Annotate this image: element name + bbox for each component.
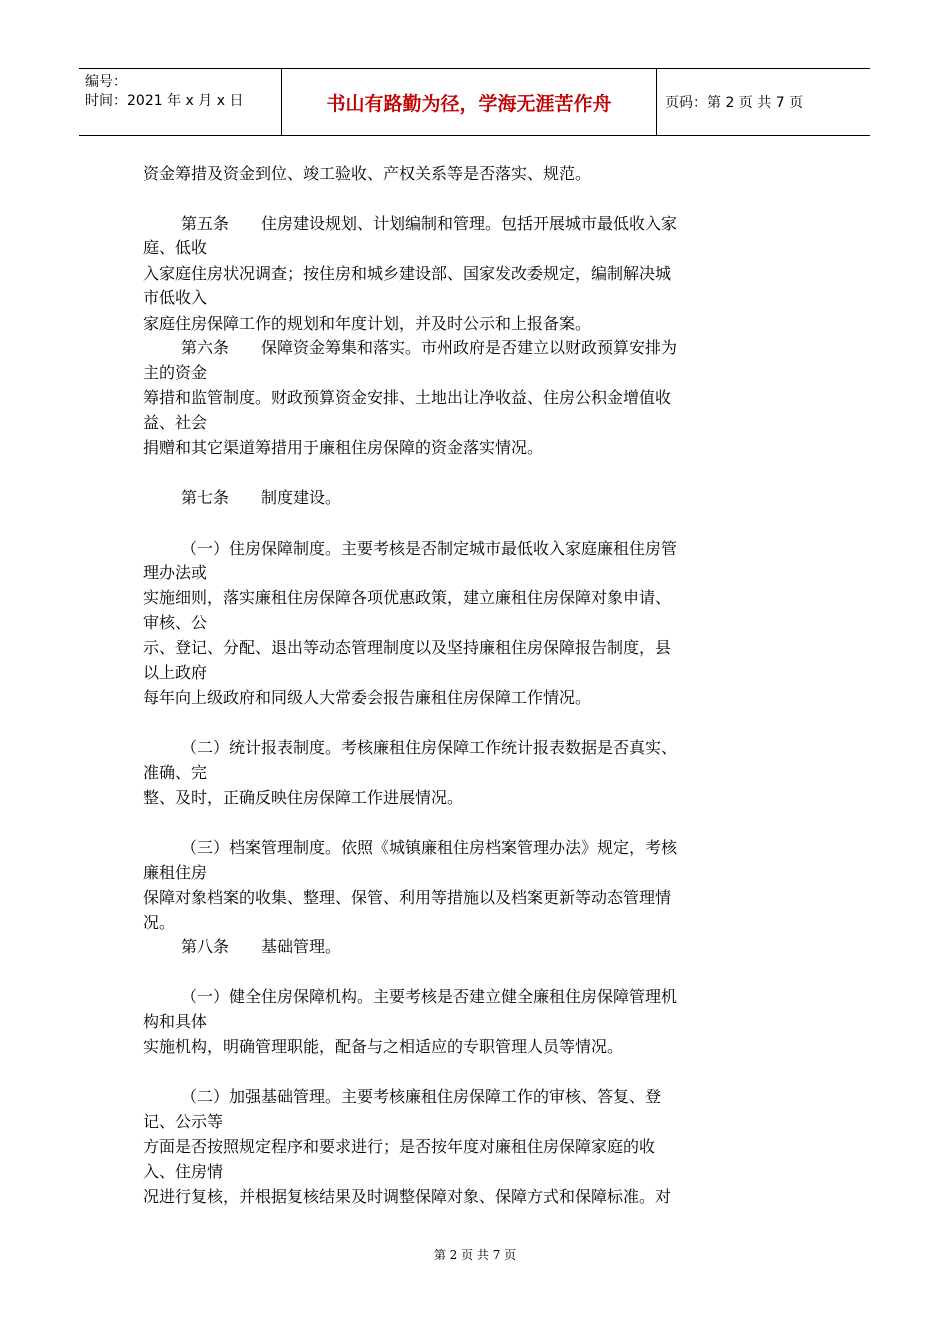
document-time-label: 时间：2021 年 x 月 x 日 — [85, 93, 244, 109]
body-line: 方面是否按照规定程序和要求进行；是否按年度对廉租住房保障家庭的收 — [143, 1137, 656, 1156]
body-line: 第八条 基础管理。 — [181, 937, 342, 956]
body-line: 况进行复核，并根据复核结果及时调整保障对象、保障方式和保障标准。对 — [143, 1187, 672, 1206]
body-line: （三）档案管理制度。依照《城镇廉租住房档案管理办法》规定，考核 — [181, 838, 678, 857]
body-line: 主的资金 — [143, 363, 208, 382]
body-line: 第六条 保障资金筹集和落实。市州政府是否建立以财政预算安排为 — [181, 338, 678, 357]
body-line: 第七条 制度建设。 — [181, 488, 342, 507]
body-line: （一）住房保障制度。主要考核是否制定城市最低收入家庭廉租住房管 — [181, 539, 678, 558]
body-line: 整、及时，正确反映住房保障工作进展情况。 — [143, 788, 464, 807]
body-line: （二）加强基础管理。主要考核廉租住房保障工作的审核、答复、登 — [181, 1087, 662, 1106]
body-line: 实施细则，落实廉租住房保障各项优惠政策，建立廉租住房保障对象申请、 — [143, 588, 672, 607]
page-footer: 第 2 页 共 7 页 — [433, 1248, 517, 1262]
body-line: 资金筹措及资金到位、竣工验收、产权关系等是否落实、规范。 — [143, 164, 592, 183]
body-line: 筹措和监管制度。财政预算资金安排、土地出让净收益、住房公积金增值收 — [143, 388, 672, 407]
body-line: 构和具体 — [143, 1012, 208, 1031]
body-line: 益、社会 — [143, 413, 208, 432]
document-number-label: 编号： — [85, 74, 127, 90]
body-line: 实施机构，明确管理职能，配备与之相适应的专职管理人员等情况。 — [143, 1037, 624, 1056]
body-line: 庭、低收 — [143, 238, 208, 257]
body-line: 每年向上级政府和同级人大常委会报告廉租住房保障工作情况。 — [143, 688, 592, 707]
body-line: 家庭住房保障工作的规划和年度计划，并及时公示和上报备案。 — [143, 314, 592, 333]
body-line: 示、登记、分配、退出等动态管理制度以及坚持廉租住房保障报告制度，县 — [143, 638, 672, 657]
body-line: 审核、公 — [143, 613, 208, 632]
body-line: （二）统计报表制度。考核廉租住房保障工作统计报表数据是否真实、 — [181, 738, 678, 757]
body-line: 捐赠和其它渠道筹措用于廉租住房保障的资金落实情况。 — [143, 438, 544, 457]
body-line: 理办法或 — [143, 563, 208, 582]
body-line: 市低收入 — [143, 288, 208, 307]
header-page-info: 页码：第 2 页 共 7 页 — [665, 95, 804, 111]
body-line: 以上政府 — [143, 663, 208, 682]
header-table — [79, 68, 870, 136]
body-line: 第五条 住房建设规划、计划编制和管理。包括开展城市最低收入家 — [181, 214, 678, 233]
body-line: 准确、完 — [143, 763, 208, 782]
body-line: 况。 — [143, 913, 176, 932]
body-line: 入家庭住房状况调查；按住房和城乡建设部、国家发改委规定，编制解决城 — [143, 264, 672, 283]
header-motto: 书山有路勤为径，学海无涯苦作舟 — [282, 69, 657, 135]
body-line: 记、公示等 — [143, 1112, 224, 1131]
body-line: 入、住房情 — [143, 1162, 224, 1181]
body-line: （一）健全住房保障机构。主要考核是否建立健全廉租住房保障管理机 — [181, 987, 678, 1006]
header-meta-cell — [79, 69, 282, 135]
body-line: 保障对象档案的收集、整理、保管、利用等措施以及档案更新等动态管理情 — [143, 888, 672, 907]
body-line: 廉租住房 — [143, 863, 208, 882]
